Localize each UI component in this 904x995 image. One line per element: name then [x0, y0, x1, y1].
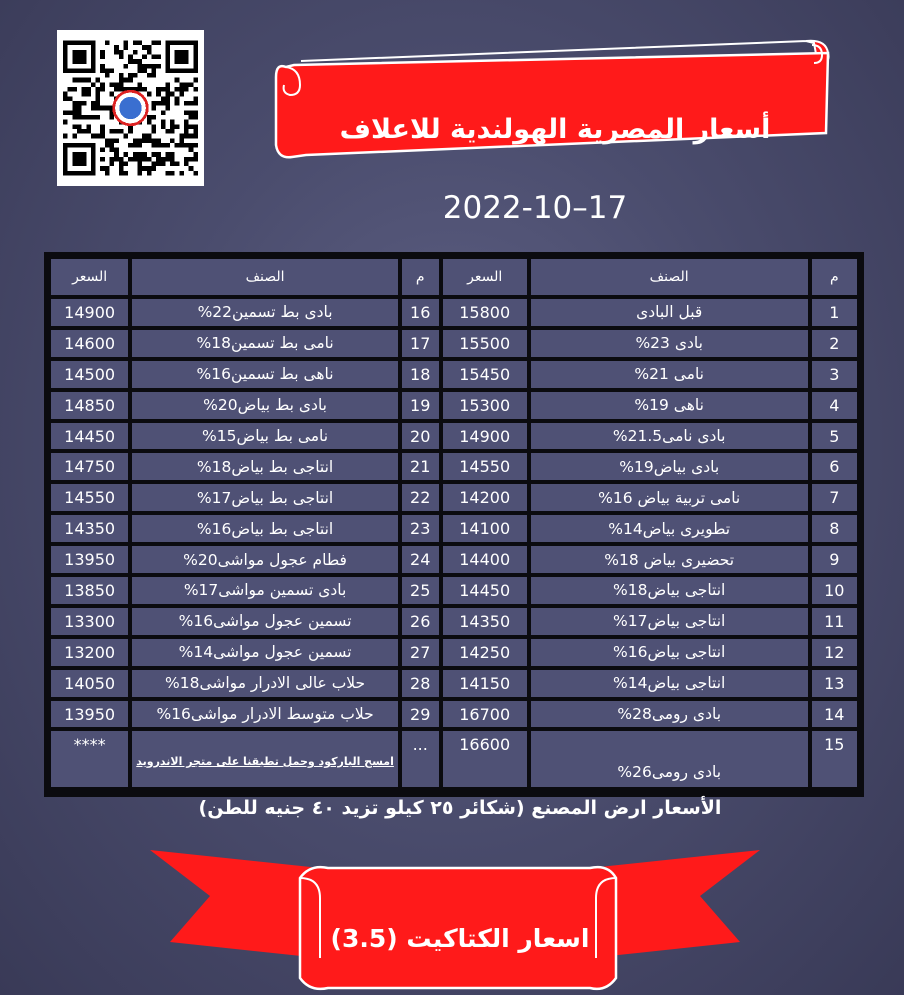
- table-row: [49, 606, 859, 637]
- item-price: 14350: [441, 606, 529, 637]
- header-price-right: السعر: [441, 257, 529, 297]
- item-name: بادى رومى26%: [529, 729, 810, 789]
- row-number: 26: [400, 606, 441, 637]
- table-row: [49, 699, 859, 730]
- item-name: فطام عجول مواشى20%: [130, 544, 400, 575]
- item-name: ناهى 19%: [529, 390, 810, 421]
- item-name: انتاجى بط بياض17%: [130, 482, 400, 513]
- table-row: [49, 575, 859, 606]
- table-row: [49, 513, 859, 544]
- chicks-price-banner: [150, 838, 760, 995]
- row-number: 5: [810, 421, 859, 452]
- item-name: انتاجى بياض14%: [529, 668, 810, 699]
- table-row: [49, 544, 859, 575]
- row-number: 17: [400, 328, 441, 359]
- header-m-right: م: [810, 257, 859, 297]
- item-price: 14850: [49, 390, 130, 421]
- item-name: ناهى بط تسمين16%: [130, 359, 400, 390]
- item-price: 15500: [441, 328, 529, 359]
- item-name: نامى بط بياض15%: [130, 421, 400, 452]
- item-price: 16700: [441, 699, 529, 730]
- item-price: 14100: [441, 513, 529, 544]
- header-price-left: السعر: [49, 257, 130, 297]
- row-number: 8: [810, 513, 859, 544]
- row-number: 1: [810, 297, 859, 328]
- item-price: 14150: [441, 668, 529, 699]
- item-name: انتاجى بط بياض16%: [130, 513, 400, 544]
- row-number: 15: [810, 729, 859, 789]
- table-row: [49, 421, 859, 452]
- row-number: 22: [400, 482, 441, 513]
- row-number: 11: [810, 606, 859, 637]
- item-price: 16600: [441, 729, 529, 789]
- item-price: 15450: [441, 359, 529, 390]
- item-price: 14400: [441, 544, 529, 575]
- item-name: بادى رومى28%: [529, 699, 810, 730]
- row-number: 23: [400, 513, 441, 544]
- item-price: 15300: [441, 390, 529, 421]
- item-name: بادى تسمين مواشى17%: [130, 575, 400, 606]
- item-name: نامى تربية بياض 16%: [529, 482, 810, 513]
- row-number: 14: [810, 699, 859, 730]
- row-number: 24: [400, 544, 441, 575]
- item-name: انتاجى بط بياض18%: [130, 451, 400, 482]
- item-price: 13300: [49, 606, 130, 637]
- table-header-row: [49, 257, 859, 297]
- item-name: تطويرى بياض14%: [529, 513, 810, 544]
- item-name: بادى نامى21.5%: [529, 421, 810, 452]
- table-row: [49, 482, 859, 513]
- item-price: 14900: [441, 421, 529, 452]
- item-name: بادى 23%: [529, 328, 810, 359]
- price-table-grid: [47, 255, 861, 791]
- header-item-left: الصنف: [130, 257, 400, 297]
- item-price: 13950: [49, 699, 130, 730]
- item-price: 14500: [49, 359, 130, 390]
- item-price: 14450: [441, 575, 529, 606]
- row-number: 27: [400, 637, 441, 668]
- item-name: انتاجى بياض17%: [529, 606, 810, 637]
- row-number: 4: [810, 390, 859, 421]
- item-name: بادى بياض19%: [529, 451, 810, 482]
- factory-price-note: الأسعار ارض المصنع (شكائر ٢٥ كيلو تزيد ٤٠ جنيه للطن): [198, 797, 722, 819]
- item-price: 14900: [49, 297, 130, 328]
- row-number: 6: [810, 451, 859, 482]
- item-name: تحضيرى بياض 18%: [529, 544, 810, 575]
- table-row: [49, 297, 859, 328]
- row-number: 16: [400, 297, 441, 328]
- item-price: 14050: [49, 668, 130, 699]
- item-name: امسح الباركود وحمل تطبقنا على متجر الاندرويد: [130, 729, 400, 789]
- item-price: 13200: [49, 637, 130, 668]
- item-name: حلاب متوسط الادرار مواشى16%: [130, 699, 400, 730]
- chicks-price-label: اسعار الكتاكيت (3.5): [330, 923, 590, 953]
- row-number: 20: [400, 421, 441, 452]
- row-number: 19: [400, 390, 441, 421]
- item-price: 14550: [441, 451, 529, 482]
- table-row: [49, 668, 859, 699]
- qr-code[interactable]: [57, 30, 204, 186]
- row-number: 28: [400, 668, 441, 699]
- item-name: نامى بط تسمين18%: [130, 328, 400, 359]
- header-m-left: م: [400, 257, 441, 297]
- item-price: 13950: [49, 544, 130, 575]
- table-row: [49, 390, 859, 421]
- table-row: [49, 328, 859, 359]
- item-name: بادى بط بياض20%: [130, 390, 400, 421]
- row-number: 7: [810, 482, 859, 513]
- item-name: انتاجى بياض16%: [529, 637, 810, 668]
- row-number: 21: [400, 451, 441, 482]
- item-price: ****: [49, 729, 130, 789]
- item-price: 14250: [441, 637, 529, 668]
- item-name: انتاجى بياض18%: [529, 575, 810, 606]
- qr-code-image: [63, 36, 198, 180]
- row-number: 18: [400, 359, 441, 390]
- header-item-right: الصنف: [529, 257, 810, 297]
- row-number: 10: [810, 575, 859, 606]
- title-banner: [266, 33, 844, 163]
- table-row: [49, 637, 859, 668]
- row-number: 9: [810, 544, 859, 575]
- item-name: نامى 21%: [529, 359, 810, 390]
- item-price: 14600: [49, 328, 130, 359]
- item-price: 14450: [49, 421, 130, 452]
- price-table: [44, 252, 864, 797]
- item-name: بادى بط تسمين22%: [130, 297, 400, 328]
- item-price: 14200: [441, 482, 529, 513]
- row-number: 25: [400, 575, 441, 606]
- item-name: قبل البادى: [529, 297, 810, 328]
- item-price: 14550: [49, 482, 130, 513]
- item-name: حلاب عالى الادرار مواشى18%: [130, 668, 400, 699]
- table-row: [49, 729, 859, 789]
- page-title: أسعار المصرية الهولندية للاعلاف: [339, 113, 771, 145]
- item-price: 15800: [441, 297, 529, 328]
- table-row: [49, 451, 859, 482]
- row-number: 29: [400, 699, 441, 730]
- item-name: تسمين عجول مواشى14%: [130, 637, 400, 668]
- table-row: [49, 359, 859, 390]
- row-number: ...: [400, 729, 441, 789]
- item-name: تسمين عجول مواشى16%: [130, 606, 400, 637]
- item-price: 14750: [49, 451, 130, 482]
- row-number: 13: [810, 668, 859, 699]
- item-price: 13850: [49, 575, 130, 606]
- price-date: 2022-10–17: [442, 190, 628, 226]
- row-number: 2: [810, 328, 859, 359]
- item-price: 14350: [49, 513, 130, 544]
- row-number: 3: [810, 359, 859, 390]
- row-number: 12: [810, 637, 859, 668]
